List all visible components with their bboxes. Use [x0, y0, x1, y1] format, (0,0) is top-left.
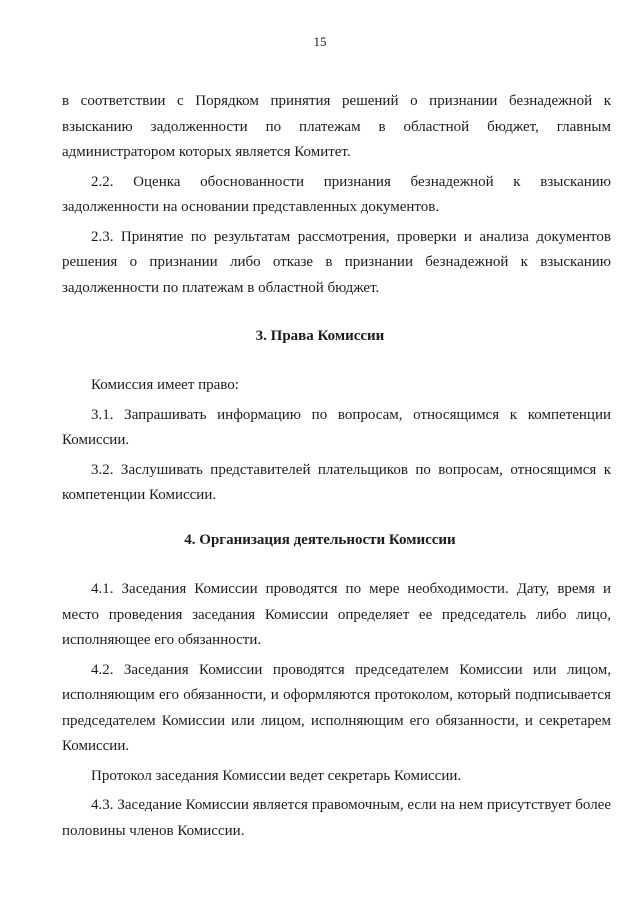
section2-continuation: [62, 89, 611, 305]
paragraph-2-1-end: в соответствии с Порядком принятия решений о признании безнадежной к взысканию задолженности по платежам в областной бюджет, главным администратором которых является Комитет.: [62, 93, 611, 160]
paragraph-2-3: 2.3. Принятие по результатам рассмотрения, проверки и анализа документов решения о признании либо отказе в признании безнадежной к взысканию задолженности по платежам в областной бюджет.: [62, 228, 611, 296]
paragraph-3-2: 3.2. Заслушивать представителей плательщиков по вопросам, относящимся к компетенции Комиссии.: [62, 461, 611, 503]
paragraph-4-3: 4.3. Заседание Комиссии является правомочным, если на нем присутствует более половины членов Комиссии.: [62, 797, 611, 839]
section4-body: [62, 577, 611, 848]
page-number: 15: [313, 34, 327, 49]
paragraph-4-1: 4.1. Заседания Комиссии проводятся по мере необходимости. Дату, время и место проведения заседания Комиссии определяет ее председатель либо лицо, исполняющее его обязанности.: [62, 581, 611, 648]
section3-body: [62, 373, 611, 513]
paragraph-3-intro: Комиссия имеет право:: [91, 377, 239, 393]
paragraph-3-1: 3.1. Запрашивать информацию по вопросам, относящимся к компетенции Комиссии.: [62, 406, 611, 448]
paragraph-2-2: 2.2. Оценка обоснованности признания безнадежной к взысканию задолженности на основании представленных документов.: [62, 173, 611, 215]
paragraph-4-2-protocol: Протокол заседания Комиссии ведет секретарь Комиссии.: [91, 767, 462, 784]
section3-heading: 3. Права Комиссии: [255, 328, 385, 344]
section4-heading: 4. Организация деятельности Комиссии: [184, 532, 456, 548]
paragraph-4-2: 4.2. Заседания Комиссии проводятся председателем Комиссии или лицом, исполняющим его обязанности, и оформляются протоколом, который подписывается председателем Комиссии или лицом, исполняющим его обязанности, и секретарем Комиссии.: [62, 661, 611, 754]
